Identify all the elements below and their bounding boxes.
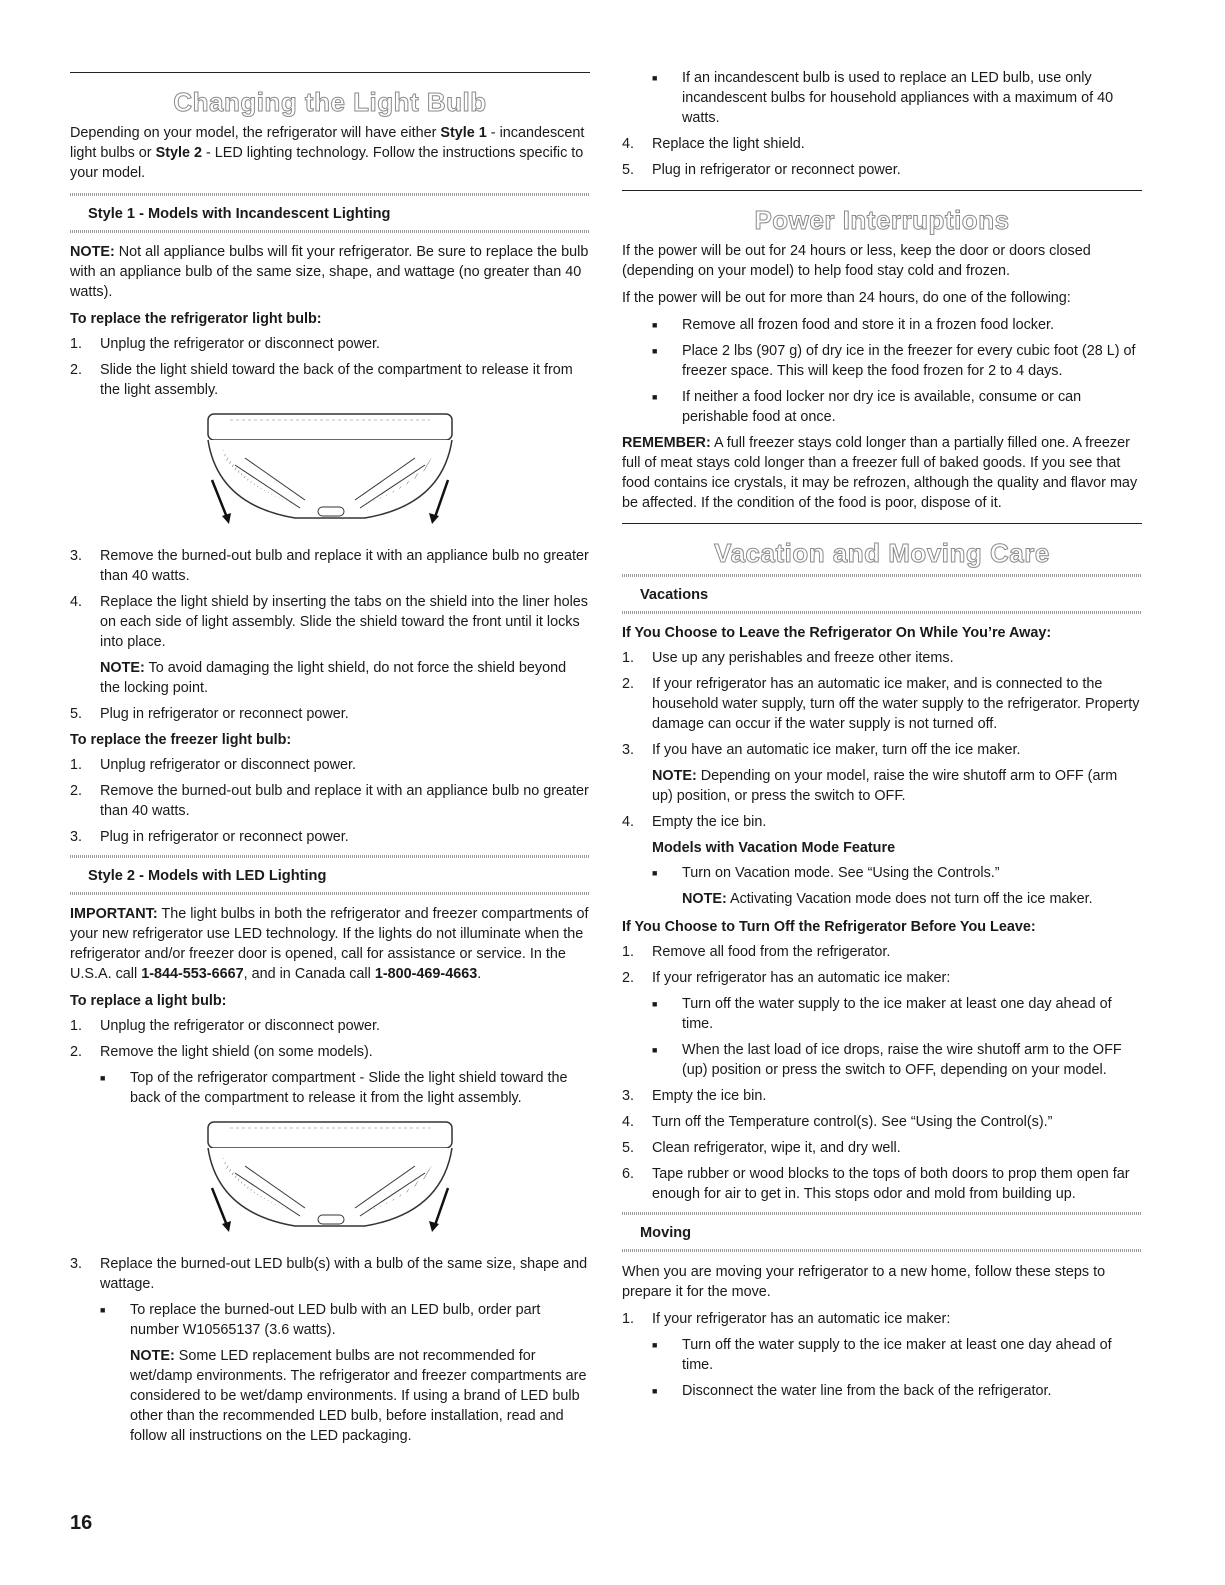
square-bullet-icon: ■ — [652, 73, 658, 83]
vacation-mode-note: NOTE: Activating Vacation mode does not turn off the ice maker. — [682, 891, 1093, 907]
intro-paragraph: Depending on your model, the refrigerator will have either Style 1 - incandescent light bulbs or Style 2 - LED lighting technology. Follow the instructions specific to your model. — [70, 125, 585, 181]
hatch-divider — [70, 230, 590, 233]
numbered-step: 1. Unplug the refrigerator or disconnect power. — [70, 336, 380, 352]
moving-step-1: 1. If your refrigerator has an automatic ice maker: — [622, 1311, 951, 1327]
light-shield-figure-2 — [70, 1118, 590, 1244]
vacations-heading: Vacations — [640, 587, 709, 603]
leave-on-heading: If You Choose to Leave the Refrigerator On While You’re Away: — [622, 625, 1052, 641]
light-shield-steps — [622, 134, 1142, 180]
light-shield-figure-1 — [70, 410, 590, 536]
numbered-step: 4. Replace the light shield by inserting the tabs on the shield into the liner holes on each side of light assembly. Slide the shield toward the front until it locks into place. — [70, 594, 588, 650]
hatch-divider — [70, 892, 590, 895]
numbered-step: 5. Clean refrigerator, wipe it, and dry well. — [622, 1140, 901, 1156]
bullet-item: ■ Remove all frozen food and store it in a frozen food locker. — [652, 317, 1054, 333]
step4-note: NOTE: To avoid damaging the light shield, do not force the shield beyond the locking point. — [100, 660, 567, 696]
numbered-step: 6. Tape rubber or wood blocks to the tops of both doors to prop them open far enough for air to get in. This stops odor and mold from building up. — [622, 1166, 1130, 1202]
ice-maker-note: NOTE: Depending on your model, raise the wire shutoff arm to OFF (arm up) position, or press the switch to OFF. — [652, 768, 1118, 804]
moving-intro: When you are moving your refrigerator to a new home, follow these steps to prepare it for the move. — [622, 1264, 1106, 1300]
numbered-step: 2. If your refrigerator has an automatic ice maker: — [622, 970, 951, 986]
turn-off-steps-b — [622, 1086, 1142, 1204]
replace-bulb-heading: To replace a light bulb: — [70, 993, 227, 1009]
left-column — [70, 0, 590, 1452]
numbered-step: 1. Use up any perishables and freeze other items. — [622, 650, 954, 666]
square-bullet-icon: ■ — [652, 1045, 658, 1055]
square-bullet-icon: ■ — [652, 346, 658, 356]
style2-important: IMPORTANT: The light bulbs in both the refrigerator and freezer compartments of your new refrigerator use LED technology. If the lights do not illuminate when the refrigerator and/or freezer door is opened, call for assistance or service. In the U.S.A. call 1-844-553-6667, and in Canada call 1-800-469-4663. — [70, 906, 589, 982]
refrigerator-steps-b — [70, 546, 590, 652]
refrigerator-bulb-heading: To replace the refrigerator light bulb: — [70, 311, 322, 327]
square-bullet-icon: ■ — [652, 1386, 658, 1396]
style2-step2-bullet: ■ Top of the refrigerator compartment - Slide the light shield toward the back of the compartment to release it from the light assembly. — [100, 1070, 568, 1106]
page-number: 16 — [70, 1512, 93, 1534]
square-bullet-icon: ■ — [652, 1340, 658, 1350]
freezer-steps — [70, 755, 590, 847]
leave-on-steps — [622, 648, 1142, 760]
moving-heading: Moving — [640, 1225, 692, 1241]
numbered-step: 1. Unplug refrigerator or disconnect power. — [70, 757, 356, 773]
section-rule — [70, 72, 590, 73]
section-title-vacation: Vacation and Moving Care — [714, 538, 1050, 568]
numbered-step: 4. Turn off the Temperature control(s). See “Using the Control(s).” — [622, 1114, 1053, 1130]
numbered-step: 3. Plug in refrigerator or reconnect power. — [70, 829, 349, 845]
hatch-divider — [622, 1249, 1142, 1252]
style2-step3-note: NOTE: Some LED replacement bulbs are not recommended for wet/damp environments. The refrigerator and freezer compartments are considered to be wet/damp environments. If using a brand of LED bulb other than the recommended LED bulb, before installation, read and follow all instructions on the LED packaging. — [130, 1348, 587, 1444]
freezer-bulb-heading: To replace the freezer light bulb: — [70, 732, 292, 748]
turn-off-steps-a — [622, 942, 1142, 988]
style2-heading: Style 2 - Models with LED Lighting — [88, 868, 327, 884]
style2-steps — [70, 1016, 590, 1062]
section-rule — [622, 523, 1142, 524]
refrigerator-step-5: 5. Plug in refrigerator or reconnect power. — [70, 706, 349, 722]
turn-off-heading: If You Choose to Turn Off the Refrigerator Before You Leave: — [622, 919, 1036, 935]
bullet-item: ■ Place 2 lbs (907 g) of dry ice in the freezer for every cubic foot (28 L) of freezer space. This will keep the food frozen for 2 to 4 days. — [652, 343, 1136, 379]
square-bullet-icon: ■ — [100, 1073, 106, 1083]
style2-step-3: 3. Replace the burned-out LED bulb(s) with a bulb of the same size, shape and wattage. — [70, 1256, 588, 1292]
hatch-divider — [622, 611, 1142, 614]
refrigerator-steps-a — [70, 334, 590, 400]
section-title-light-bulb: Changing the Light Bulb — [173, 87, 487, 117]
square-bullet-icon: ■ — [652, 999, 658, 1009]
bullet-item: ■ Turn off the water supply to the ice maker at least one day ahead of time. — [652, 996, 1112, 1032]
vacation-mode-bullet: ■ Turn on Vacation mode. See “Using the Controls.” — [652, 865, 1000, 881]
square-bullet-icon: ■ — [652, 392, 658, 402]
power-paragraph-2: If the power will be out for more than 24 hours, do one of the following: — [622, 290, 1071, 306]
numbered-step: 3. Empty the ice bin. — [622, 1088, 767, 1104]
numbered-step: 2. Slide the light shield toward the back of the compartment to release it from the light assembly. — [70, 362, 573, 398]
numbered-step: 3. If you have an automatic ice maker, turn off the ice maker. — [622, 742, 1021, 758]
style2-step3-bullet: ■ To replace the burned-out LED bulb with an LED bulb, order part number W10565137 (3.6 watts). — [100, 1302, 541, 1338]
section-title-power: Power Interruptions — [754, 205, 1010, 235]
numbered-step: 4. Replace the light shield. — [622, 136, 805, 152]
remember-paragraph: REMEMBER: A full freezer stays cold longer than a partially filled one. A freezer full of meat stays cold longer than a freezer full of baked goods. If you see that food contains ice crystals, it may be refrozen, although the quality and flavor may be affected. If the condition of the food is poor, dispose of it. — [622, 435, 1138, 511]
numbered-step: 1. Unplug the refrigerator or disconnect power. — [70, 1018, 380, 1034]
turn-off-step2-bullets — [622, 994, 1142, 1080]
bullet-item: ■ When the last load of ice drops, raise the wire shutoff arm to the OFF (up) position or press the switch to OFF, depending on your model. — [652, 1042, 1122, 1078]
square-bullet-icon: ■ — [100, 1305, 106, 1315]
power-bullets — [622, 315, 1142, 427]
numbered-step: 3. Remove the burned-out bulb and replace it with an appliance bulb no greater than 40 watts. — [70, 548, 589, 584]
moving-bullets — [622, 1335, 1142, 1401]
numbered-step: 2. If your refrigerator has an automatic ice maker, and is connected to the household water supply, turn off the water supply to the refrigerator. Property damage can occur if the water supply is not turned off. — [622, 676, 1140, 732]
bullet-item: ■ Disconnect the water line from the back of the refrigerator. — [652, 1383, 1052, 1399]
square-bullet-icon: ■ — [652, 320, 658, 330]
numbered-step: 1. Remove all food from the refrigerator. — [622, 944, 891, 960]
numbered-step: 5. Plug in refrigerator or reconnect power. — [622, 162, 901, 178]
vacation-mode-heading: Models with Vacation Mode Feature — [652, 840, 896, 856]
leave-on-step-4: 4. Empty the ice bin. — [622, 814, 767, 830]
incandescent-replacement-bullet: ■ If an incandescent bulb is used to replace an LED bulb, use only incandescent bulbs for household appliances with a maximum of 40 watts. — [652, 70, 1114, 126]
bullet-item: ■ Turn off the water supply to the ice maker at least one day ahead of time. — [652, 1337, 1112, 1373]
numbered-step: 2. Remove the light shield (on some models). — [70, 1044, 373, 1060]
square-bullet-icon: ■ — [652, 868, 658, 878]
style1-heading: Style 1 - Models with Incandescent Lighting — [88, 206, 391, 222]
section-rule — [622, 190, 1142, 191]
bullet-item: ■ If neither a food locker nor dry ice is available, consume or can perishable food at once. — [652, 389, 1082, 425]
power-paragraph-1: If the power will be out for 24 hours or less, keep the door or doors closed (depending on your model) to help food stay cold and frozen. — [622, 243, 1091, 279]
right-column — [622, 0, 1142, 1407]
style1-note: NOTE: Not all appliance bulbs will fit your refrigerator. Be sure to replace the bulb with an appliance bulb of the same size, shape, and wattage (no greater than 40 watts). — [70, 244, 589, 300]
numbered-step: 2. Remove the burned-out bulb and replace it with an appliance bulb no greater than 40 watts. — [70, 783, 589, 819]
